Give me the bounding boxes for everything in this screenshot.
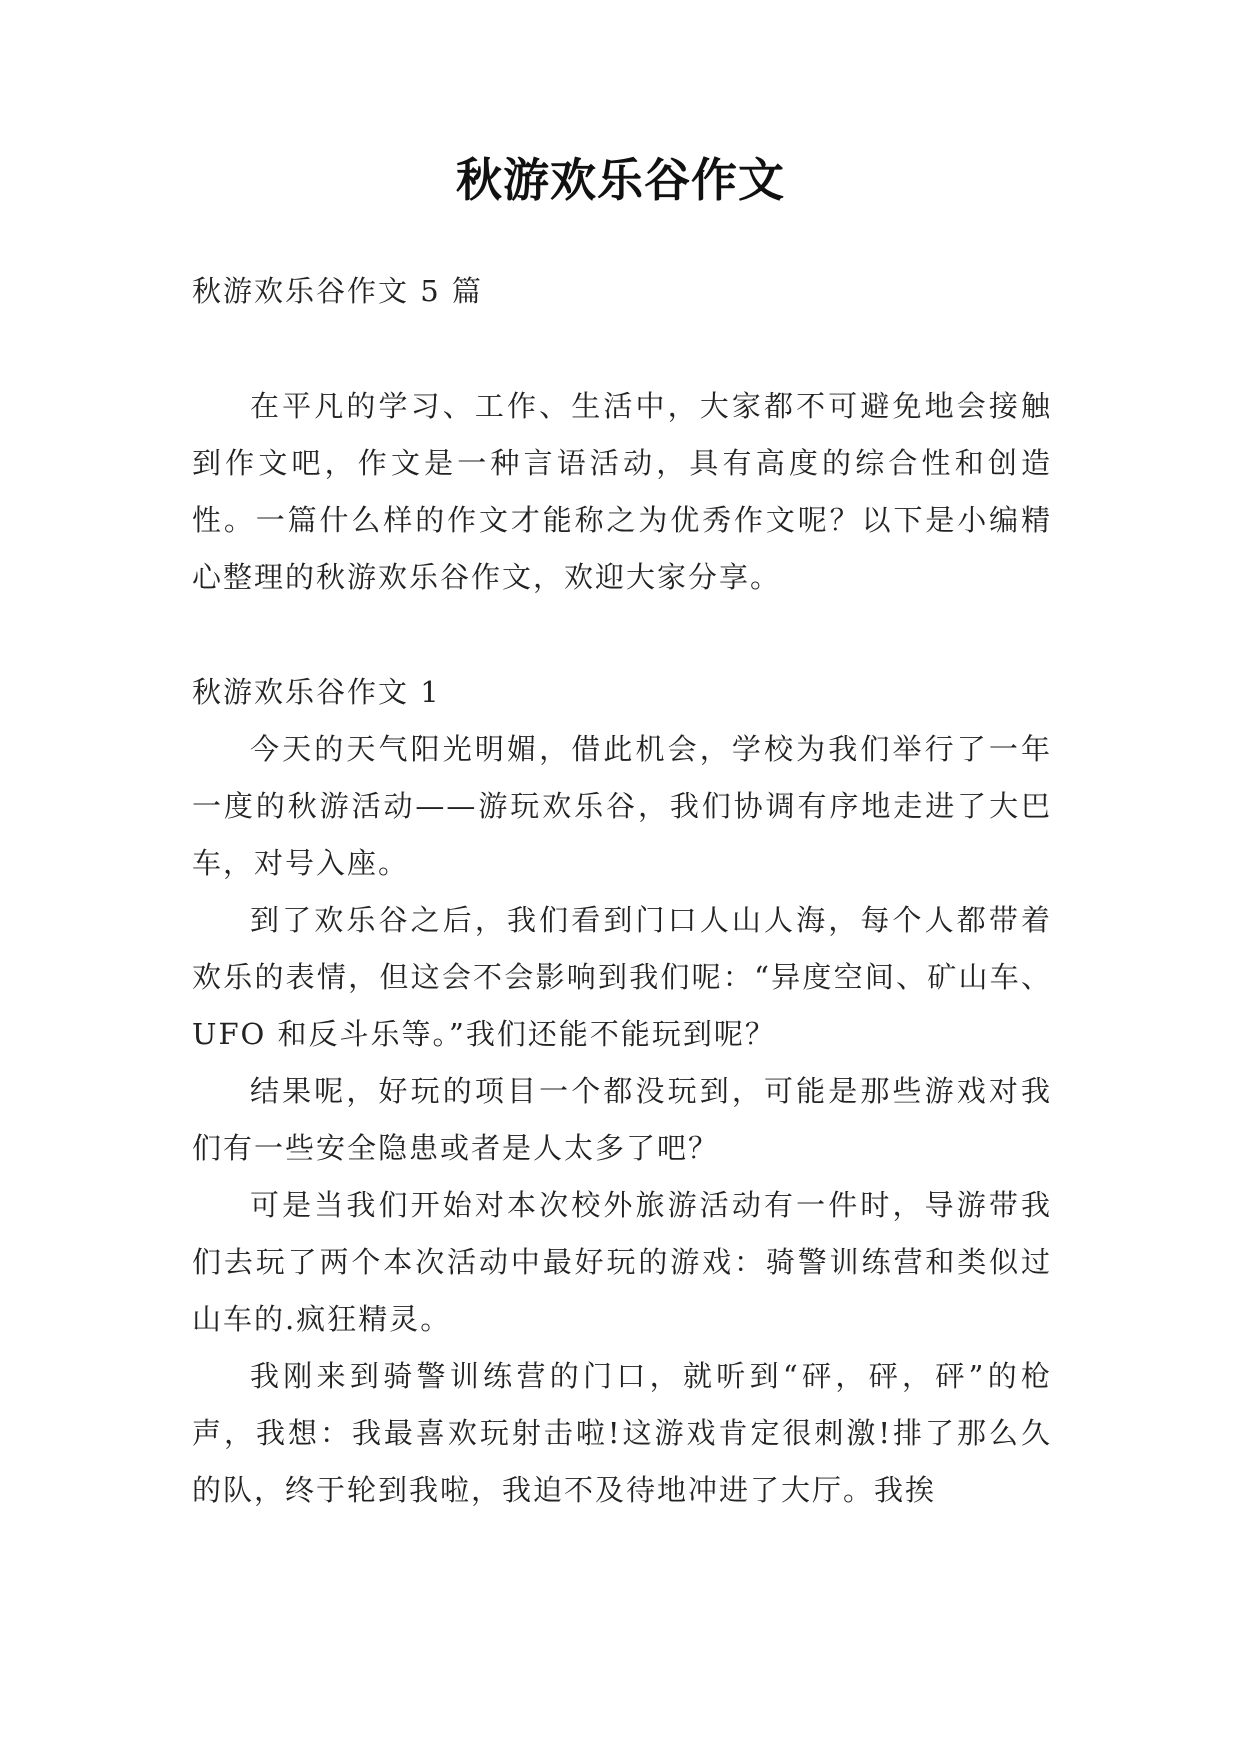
essay-paragraph: 今天的天气阳光明媚，借此机会，学校为我们举行了一年一度的秋游活动——游玩欢乐谷，我们协调有序地走进了大巴车，对号入座。 [192,732,1052,880]
essay-heading: 秋游欢乐谷作文 1 [192,675,441,709]
document-subtitle: 秋游欢乐谷作文 5 篇 [192,274,483,308]
essay-paragraph: 可是当我们开始对本次校外旅游活动有一件时，导游带我们去玩了两个本次活动中最好玩的游戏：骑警训练营和类似过山车的.疯狂精灵。 [192,1188,1052,1336]
essay-paragraph: 我刚来到骑警训练营的门口，就听到“砰，砰，砰”的枪声，我想：我最喜欢玩射击啦!这游戏肯定很刺激!排了那么久的队，终于轮到我啦，我迫不及待地冲进了大厅。我挨 [192,1359,1052,1507]
essay-paragraph: 到了欢乐谷之后，我们看到门口人山人海，每个人都带着欢乐的表情，但这会不会影响到我们呢：“异度空间、矿山车、UFO 和反斗乐等。”我们还能不能玩到呢？ [192,903,1052,1051]
essay-paragraph: 结果呢，好玩的项目一个都没玩到，可能是那些游戏对我们有一些安全隐患或者是人太多了吧？ [192,1074,1052,1165]
document-body [192,263,1052,1519]
intro-paragraph: 在平凡的学习、工作、生活中，大家都不可避免地会接触到作文吧，作文是一种言语活动，具有高度的综合性和创造性。一篇什么样的作文才能称之为优秀作文呢？以下是小编精心整理的秋游欢乐谷作文，欢迎大家分享。 [192,389,1052,594]
document-title: 秋游欢乐谷作文 [456,153,785,207]
